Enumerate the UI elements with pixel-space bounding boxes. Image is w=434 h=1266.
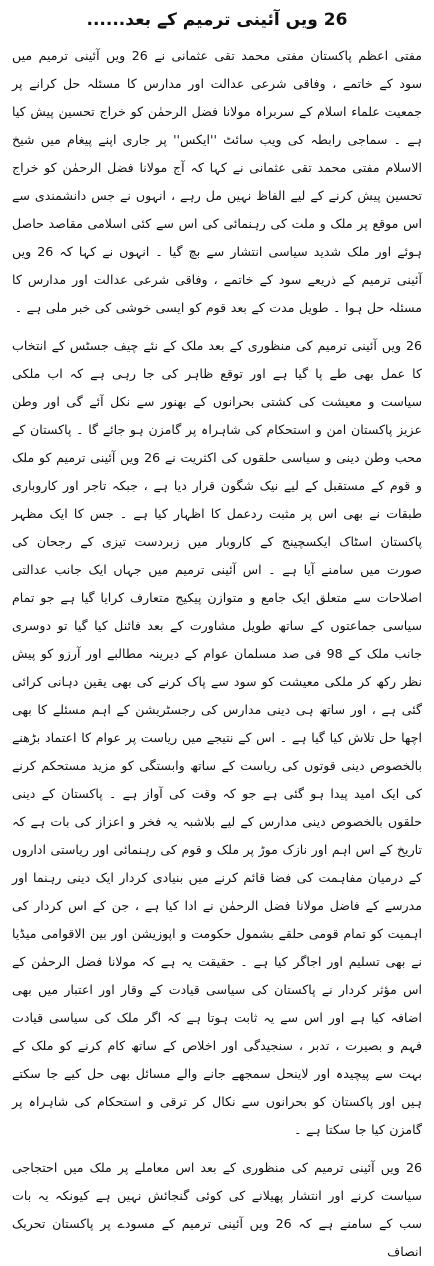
article-paragraph-1: مفتی اعظم پاکستان مفتی محمد تقی عثمانی نے 26 ویں آئینی ترمیم میں سود کے خاتمے ، وفاقی شرعی عدالت اور مدارس کا مسئلہ حل کرانے پر جمعیت علماء اسلام کے سربراہ مولانا فضل الرحمٰن کو خراج تحسین پیش کیا ہے ۔ سماجی رابطہ کی ویب سائٹ ''ایکس'' پر جاری اپنے پیغام میں شیخ الاسلام مفتی محمد تقی عثمانی نے کہا کہ آج مولانا فضل الرحمٰن کو خراج تحسین پیش کرنے کے لیے الفاظ نہیں مل رہے ، انہوں نے جس دانشمندی سے اس موقع پر ملک و ملت کی رہنمائی کی اس سے کئی اسلامی مقاصد حاصل ہوئے اور ملک شدید سیاسی انتشار سے بچ گیا ۔ انہوں نے کہا کہ 26 ویں آئینی ترمیم کے ذریعے سود کے خاتمے ، وفاقی شرعی عدالت اور مدارس کا مسئلہ حل ہوا ۔ طویل مدت کے بعد قوم کو ایسی خوشی کی خبر ملی ہے ۔: [12, 48, 422, 315]
article-title: 26 ویں آئینی ترمیم کے بعد......: [86, 10, 348, 30]
article-paragraph-2: 26 ویں آئینی ترمیم کی منظوری کے بعد ملک کے نئے چیف جسٹس کے انتخاب کا عمل بھی طے پا گیا ہے اور توقع ظاہر کی جا رہی ہے کہ اب ملکی سیاست و معیشت کی کشتی بحرانوں کے بھنور سے نکل آئے گی اور وطن عزیز پاکستان امن و استحکام کی شاہراہ پر گامزن ہو جائے گا ۔ پاکستان کے محب وطن دینی و سیاسی حلقوں کی اکثریت نے 26 ویں آئینی ترمیم کو ملک و قوم کے مستقبل کے لیے نیک شگون قرار دیا ہے ، جبکہ تاجر اور کاروباری طبقات نے بھی اس پر مثبت ردعمل کا اظہار کیا ہے ۔ جس کا ایک مظہر پاکستان اسٹاک ایکسچینج کے کاروبار میں زبردست تیزی کے رجحان کی صورت میں سامنے آیا ہے ۔ اس آئینی ترمیم میں جہاں ایک جانب عدالتی اصلاحات سے متعلق ایک جامع و متوازن پیکیج متعارف کرایا گیا ہے جو تمام سیاسی جماعتوں کے ساتھ طویل مشاورت کے بعد فائنل کیا گیا تو دوسری جانب ملک کے 98 فی صد مسلمان عوام کے دیرینہ مطالبے اور آرزو کو پیش نظر رکھ کر ملکی معیشت کو سود سے پاک کرنے کی بھی یقین دہانی کرائی گئی ہے ، اور ساتھ ہی دینی مدارس کی رجسٹریشن کے اہم مسئلے کا بھی اچھا حل تلاش کیا گیا ہے ۔ اس کے نتیجے میں ریاست پر عوام کا اعتماد بڑھنے بالخصوص دینی قوتوں کی ریاست کے ساتھ وابستگی کو مزید مستحکم کرنے کی ایک امید پیدا ہو گئی ہے جو کہ وقت کی آواز ہے ۔ پاکستان کے دینی حلقوں بالخصوص دینی مدارس کے لیے بلاشبہ یہ فخر و اعزاز کی بات ہے کہ تاریخ کے اس اہم اور نازک موڑ پر ملک و قوم کی رہنمائی اور ریاستی اداروں کے درمیان مفاہمت کی فضا قائم کرنے میں بنیادی کردار ایک دینی رہنما اور مدرسے کے فاضل مولانا فضل الرحمٰن نے ادا کیا ہے ، جن کے اس کردار کی اہمیت کو تمام قومی حلقے بشمول حکومت و اپوزیشن اور بین الاقوامی میڈیا نے بھی تسلیم اور اجاگر کیا ہے ۔ حقیقت یہ ہے کہ مولانا فضل الرحمٰن کے اس مؤثر کردار نے پاکستان کی سیاسی قیادت کے وقار اور اعتبار میں بھی اضافہ کیا ہے اور اس سے یہ ثابت ہوتا ہے کہ اگر ملک کی سیاسی قیادت فہم و بصیرت ، تدبر ، سنجیدگی اور اخلاص کے ساتھ کام کرنے کو ملک کے بہت سے پیچیدہ اور لاینحل سمجھے جانے والے مسائل بھی حل کیے جا سکتے ہیں اور پاکستان کو بحرانوں سے نکال کر ترقی و استحکام کی شاہراہ پر گامزن کیا جا سکتا ہے ۔: [12, 338, 422, 1137]
article-paragraph-3: 26 ویں آئینی ترمیم کی منظوری کے بعد اس معاملے پر ملک میں احتجاجی سیاست کرنے اور انتشار پھیلانے کی کوئی گنجائش نہیں ہے کیونکہ یہ بات سب کے سامنے ہے کہ 26 ویں آئینی ترمیم کے مسودے پر پاکستان تحریک انصاف: [12, 1160, 422, 1259]
